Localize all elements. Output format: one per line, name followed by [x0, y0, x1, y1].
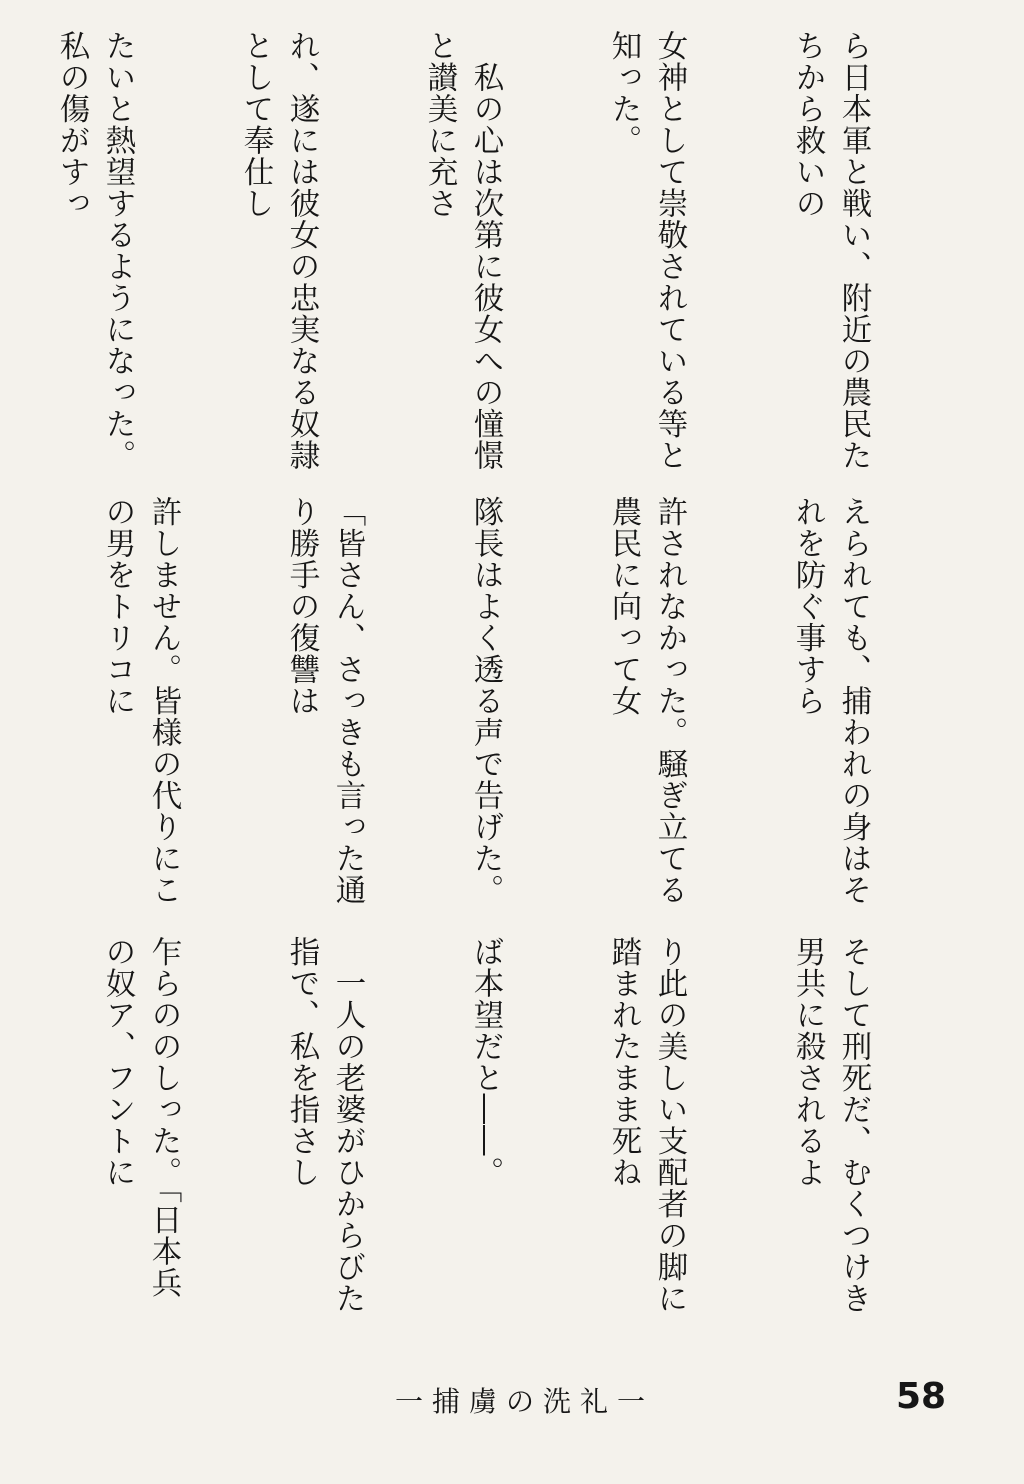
text-line: 許されなかった。騒ぎ立てる農民に向って女 [606, 496, 687, 906]
running-title: 一捕虜の洗礼一 [395, 1385, 655, 1418]
text-line: 乍らののしった。「日本兵の奴ア、フントに [100, 936, 181, 1299]
text-line: 許しません。皆様の代りにこの男をトリコに [100, 496, 181, 906]
page-number: 58 [896, 1376, 947, 1417]
text-line: えられても、捕われの身はそれを防ぐ事すら [790, 496, 871, 906]
text-line: り此の美しい支配者の脚に踏まれたまま死ね [606, 936, 687, 1314]
page-footer [0, 1376, 1024, 1436]
text-line [0, 496, 2, 910]
text-line: ら日本軍と戦い、附近の農民たちから救いの [790, 30, 871, 471]
text-line: 「皆さん、さっきも言った通り勝手の復讐は [284, 496, 365, 906]
text-tier-top [54, 30, 968, 482]
text-line: 女神として崇敬されている等と知った。 [606, 30, 687, 471]
text-line: そして刑死だ、むくつけき男共に殺されるよ [790, 936, 871, 1314]
text-tier-middle [100, 496, 968, 910]
text-tier-bottom [100, 936, 968, 1326]
text-line: ば本望だと――。 [468, 936, 503, 1188]
text-line: れ、遂には彼女の忠実なる奴隷として奉仕し [238, 30, 319, 471]
text-line: たいと熱望するようになった。私の傷がすっ [54, 30, 135, 471]
text-line: 一人の老婆がひからびた指で、私を指さし [284, 936, 365, 1314]
text-line: 私の心は次第に彼女への憧憬と讃美に充さ [422, 30, 503, 471]
text-line: 隊長はよく透る声で告げた。 [468, 496, 503, 906]
text-line [0, 936, 2, 1326]
